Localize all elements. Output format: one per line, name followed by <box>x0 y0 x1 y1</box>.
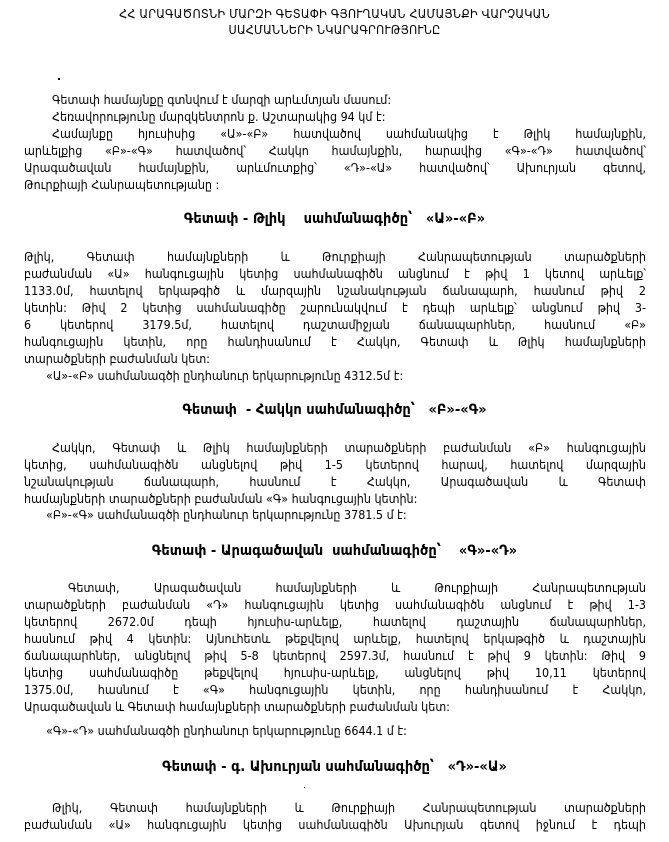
section-line: 6 կետերով 3179.5մ, հատելով դաշտամիջյան ճանապարհներ, հասնում «Բ» <box>24 317 646 332</box>
section-heading-d-a: Գետափ - գ. Ախուրյան սահմանագիծը՝ «Դ»-«Ա» <box>162 759 507 775</box>
document-title-line-1: ՀՀ ԱՐԱԳԱԾՈՏՆԻ ՄԱՐԶԻ ԳԵՏԱՓԻ ԳՅՈՒՂԱԿԱՆ ՀԱՄԱՅՆՔԻ ՎԱՐՉԱԿԱՆ <box>119 6 550 21</box>
section-line: 1133.0մ, հատելով երկաթգիծ և մարզային նշանակության ճանապարհ, հասնում թիվ 2 <box>24 283 646 298</box>
section-line: կետերով 2672.0մ դեպի հյուսիս-արևելք, հատելով դաշտային ճանապարհներ, <box>24 614 646 629</box>
scan-speck <box>304 787 305 788</box>
intro-line: Արագածավան համայնքին, արևմուտքից՝ «Դ»-«Ա» հատվածով՝ Ախուրյան գետով, <box>24 160 646 175</box>
section-line: Գետափ, Արագածավան համայնքների և Թուրքիայի Հանրապետության <box>68 580 646 595</box>
section-line: Թլիկ, Գետափ համայնքների և Թուրքիայի Հանրապետության տարածքների <box>24 249 646 264</box>
intro-line: Թուրքիայի Հանրապետությանը : <box>24 177 220 192</box>
intro-line: Համայնքը հյուսիսից «Ա»-«Բ» հատվածով սահմանակից է Թլիկ համայնքին, <box>52 126 646 141</box>
section-line: կետից սահմանագիծը թեքվելով հյուսիս-արևելք, անցնելով թիվ 10,11 կետերով <box>24 665 646 680</box>
intro-line: արևելքից «Բ»-«Գ» հատվածով՝ Հակկո համայնքին, հարավից «Գ»-«Դ» հատվածով՝ <box>24 143 646 158</box>
section-line: բաժանման «Ա» հանգուցային կետից սահմանագիծն անցնում է թիվ 1 կետով արևելք՝ <box>24 266 646 281</box>
section-line: տարածքների բաժանման կետ: <box>24 351 210 366</box>
section-line: բաժանման «Ա» հանգուցային կետից սահմանագիծն Ախուրյան գետով իջնում է դեպի <box>24 817 646 832</box>
section-heading-b-g: Գետափ - Հակկո սահմանագիծը՝ «Բ»-«Գ» <box>182 402 487 418</box>
section-summary: «Բ»-«Գ» սահմանագծի ընդհանուր երկարությունը 3781.5 մ է: <box>46 507 407 522</box>
intro-line: Հեռավորությունը մարզկենտրոն ք. Աշտարակից 94 կմ է: <box>52 109 386 124</box>
section-line: 1375.0մ, հասնում է «Գ» հանգուցային կետին, որը հանդիսանում է Հակկո, <box>24 682 646 697</box>
section-summary: «Ա»-«Բ» սահմանագծի ընդհանուր երկարությունը 4312.5մ է: <box>46 368 404 383</box>
section-line: նշանակության ճանապարհ, հասնում է Հակկո, Արագածավան և Գետափ <box>24 474 646 489</box>
section-line: Հակկո, Գետափ և Թլիկ համայնքների տարածքների բաժանման «Բ» հանգուցային <box>52 440 646 455</box>
section-line: հանգուցային կետին, որը հանդիսանում է Հակկո, Գետափ և Թլիկ համայնքների <box>24 334 646 349</box>
section-line: Արագածավան և Գետափ համայնքների տարածքների բաժանման կետ: <box>24 699 450 714</box>
section-line: հասնում թիվ 4 կետին: Այնուհետև թեքվելով արևելք, հատելով երկաթգիծ և դաշտային <box>24 631 646 646</box>
section-line: կետին: Թիվ 2 կետից սահմանագիծը շարունակվում է դեպի արևելք՝ անցնում թիվ 3- <box>24 300 646 315</box>
section-line: տարածքների բաժանման «Դ» հանգուցային կետից սահմանագիծն անցնում է թիվ 1-3 <box>24 597 646 612</box>
section-heading-g-d: Գետափ - Արագածավան սահմանագիծը՝ «Գ»-«Դ» <box>151 543 518 559</box>
section-line: համայնքների տարածքների բաժանման «Գ» հանգուցային կետին: <box>24 491 418 506</box>
scan-speck <box>58 78 60 80</box>
section-line: ճանապարհներ, անցնելով թիվ 5-8 կետերով 2597.3մ, հասնում է թիվ 9 կետին: Թիվ 9 <box>24 648 646 663</box>
section-line: կետից, սահմանագիծն անցնելով թիվ 1-5 կետերով հարավ, հատելով մարզային <box>24 457 646 472</box>
section-heading-a-b: Գետափ - Թլիկ սահմանագիծը՝ «Ա»-«Բ» <box>183 211 486 227</box>
intro-line: Գետափ համայնքը գտնվում է մարզի արևմտյան մասում: <box>52 92 392 107</box>
section-line: Թլիկ, Գետափ համայնքների և Թուրքիայի Հանրապետության տարածքների <box>52 800 646 815</box>
section-summary: «Գ»-«Դ» սահմանագծի ընդհանուր երկարությունը 6644.1 մ է: <box>46 723 407 738</box>
document-title-line-2: ՍԱՀՄԱՆՆԵՐԻ ՆԿԱՐԱԳՐՈՒԹՅՈՒՆԸ <box>228 22 441 37</box>
